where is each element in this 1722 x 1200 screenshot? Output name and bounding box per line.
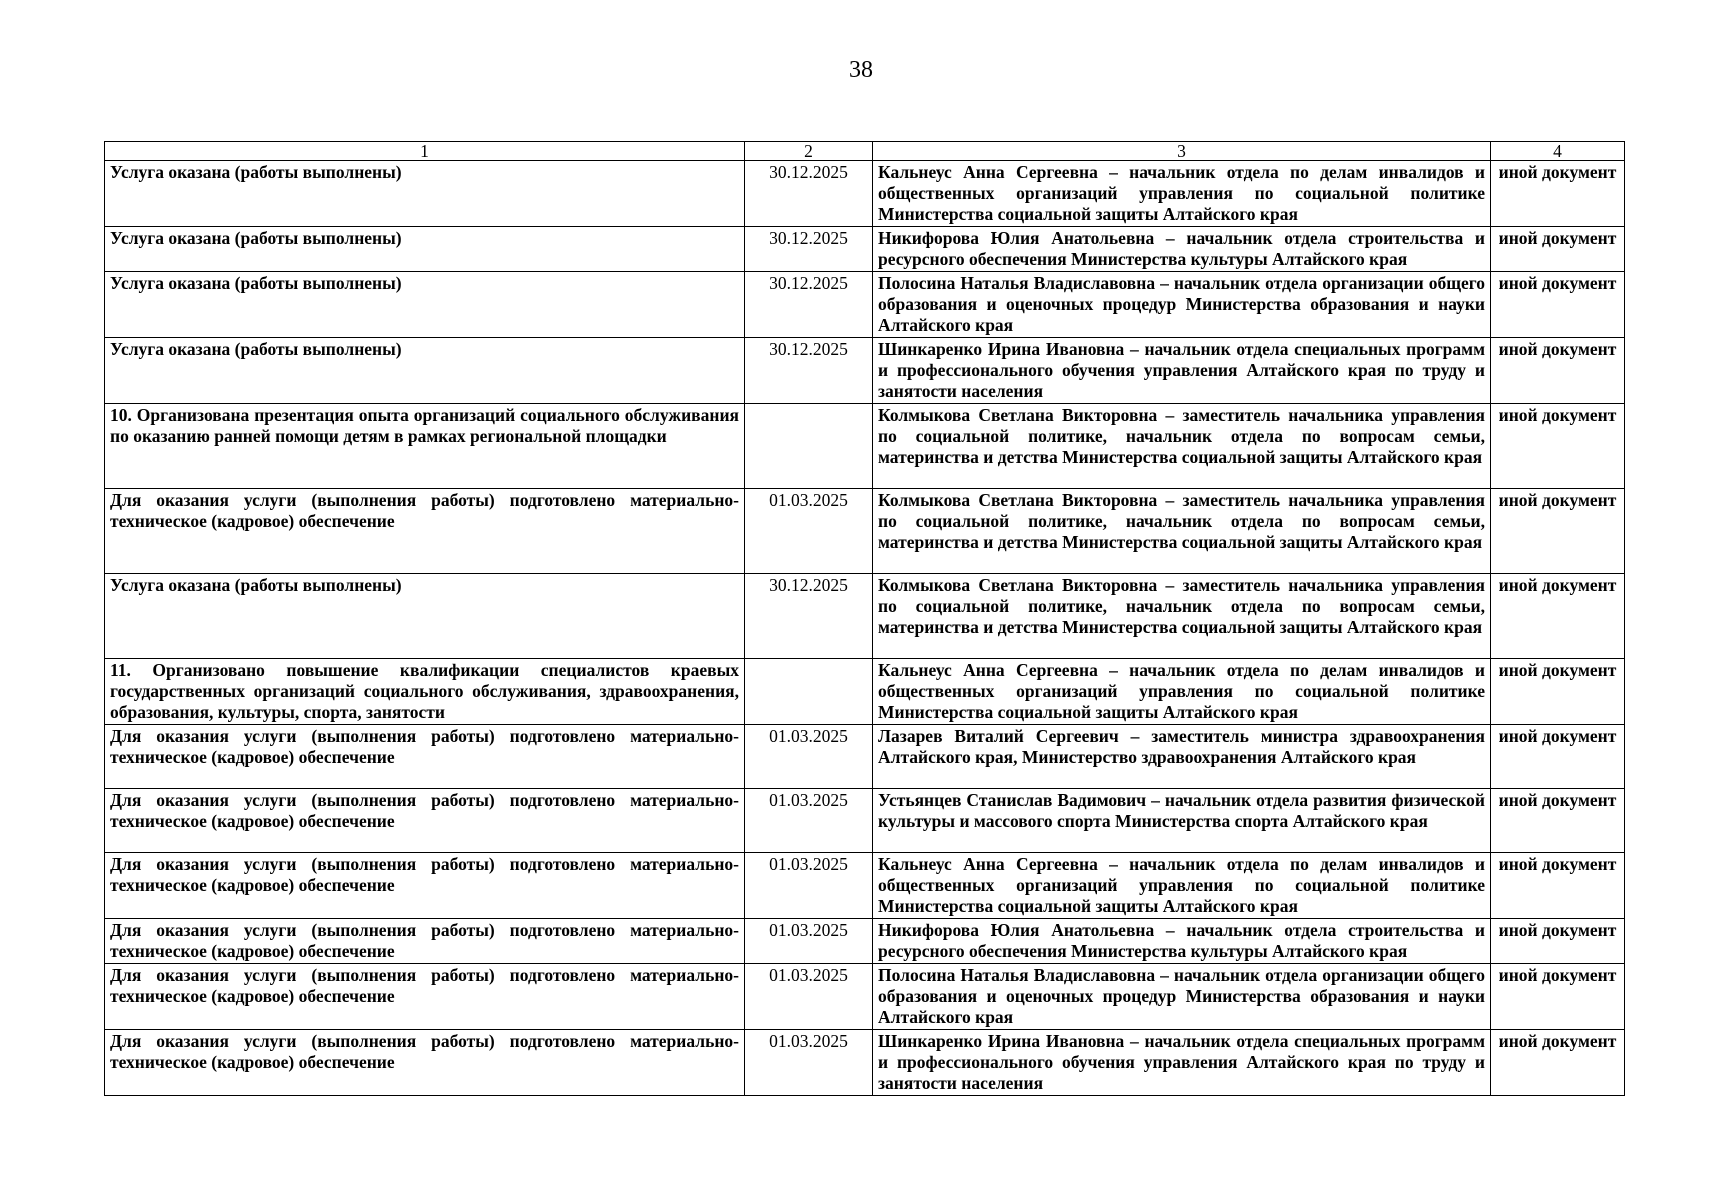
document-cell: иной документ — [1491, 919, 1625, 964]
event-cell: Для оказания услуги (выполнения работы) подготовлено материально-техническое (кадровое) обеспечение — [105, 725, 745, 789]
document-cell: иной документ — [1491, 489, 1625, 574]
document-cell: иной документ — [1491, 853, 1625, 919]
table-row — [105, 919, 1625, 964]
responsible-cell: Шинкаренко Ирина Ивановна – начальник отдела специальных программ и профессионального обучения управления Алтайского края по труду и занятости населения — [873, 338, 1491, 404]
date-cell: 01.03.2025 — [745, 964, 873, 1030]
event-cell: Услуга оказана (работы выполнены) — [105, 338, 745, 404]
event-cell: Для оказания услуги (выполнения работы) подготовлено материально-техническое (кадровое) обеспечение — [105, 489, 745, 574]
responsible-cell: Шинкаренко Ирина Ивановна – начальник отдела специальных программ и профессионального обучения управления Алтайского края по труду и занятости населения — [873, 1030, 1491, 1096]
table-row — [105, 659, 1625, 725]
responsible-cell: Никифорова Юлия Анатольевна – начальник отдела строительства и ресурсного обеспечения Министерства культуры Алтайского края — [873, 919, 1491, 964]
responsible-cell: Кальнеус Анна Сергеевна – начальник отдела по делам инвалидов и общественных организаций управления по социальной политике Министерства социальной защиты Алтайского края — [873, 161, 1491, 227]
date-cell: 01.03.2025 — [745, 853, 873, 919]
date-cell: 01.03.2025 — [745, 725, 873, 789]
table-row — [105, 789, 1625, 853]
date-cell — [745, 659, 873, 725]
date-cell: 01.03.2025 — [745, 919, 873, 964]
column-number-2: 2 — [745, 142, 873, 161]
responsible-cell: Кальнеус Анна Сергеевна – начальник отдела по делам инвалидов и общественных организаций управления по социальной политике Министерства социальной защиты Алтайского края — [873, 659, 1491, 725]
event-cell: Услуга оказана (работы выполнены) — [105, 272, 745, 338]
responsible-cell: Колмыкова Светлана Викторовна – заместитель начальника управления по социальной политике, начальник отдела по вопросам семьи, материнства и детства Министерства социальной защиты Алтайского края — [873, 489, 1491, 574]
document-cell: иной документ — [1491, 659, 1625, 725]
event-cell: Услуга оказана (работы выполнены) — [105, 161, 745, 227]
column-number-1: 1 — [105, 142, 745, 161]
event-cell: 10. Организована презентация опыта организаций социального обслуживания по оказанию ранней помощи детям в рамках региональной площадки — [105, 404, 745, 489]
date-cell: 01.03.2025 — [745, 789, 873, 853]
document-cell: иной документ — [1491, 574, 1625, 659]
date-cell: 01.03.2025 — [745, 1030, 873, 1096]
table-row — [105, 725, 1625, 789]
responsible-cell: Полосина Наталья Владиславовна – начальник отдела организации общего образования и оценочных процедур Министерства образования и науки Алтайского края — [873, 272, 1491, 338]
responsible-cell: Устьянцев Станислав Вадимович – начальник отдела развития физической культуры и массового спорта Министерства спорта Алтайского края — [873, 789, 1491, 853]
table-row — [105, 964, 1625, 1030]
event-cell: 11. Организовано повышение квалификации специалистов краевых государственных организаций социального обслуживания, здравоохранения, образования, культуры, спорта, занятости — [105, 659, 745, 725]
responsible-cell: Полосина Наталья Владиславовна – начальник отдела организации общего образования и оценочных процедур Министерства образования и науки Алтайского края — [873, 964, 1491, 1030]
event-cell: Для оказания услуги (выполнения работы) подготовлено материально-техническое (кадровое) обеспечение — [105, 853, 745, 919]
event-cell: Услуга оказана (работы выполнены) — [105, 227, 745, 272]
document-cell: иной документ — [1491, 338, 1625, 404]
table-row — [105, 272, 1625, 338]
event-cell: Услуга оказана (работы выполнены) — [105, 574, 745, 659]
document-cell: иной документ — [1491, 161, 1625, 227]
document-cell: иной документ — [1491, 1030, 1625, 1096]
event-cell: Для оказания услуги (выполнения работы) подготовлено материально-техническое (кадровое) обеспечение — [105, 964, 745, 1030]
document-cell: иной документ — [1491, 227, 1625, 272]
date-cell: 30.12.2025 — [745, 272, 873, 338]
document-cell: иной документ — [1491, 272, 1625, 338]
page-number: 38 — [849, 57, 873, 83]
event-cell: Для оказания услуги (выполнения работы) подготовлено материально-техническое (кадровое) обеспечение — [105, 1030, 745, 1096]
date-cell — [745, 404, 873, 489]
table-row — [105, 227, 1625, 272]
responsible-cell: Колмыкова Светлана Викторовна – заместитель начальника управления по социальной политике, начальник отдела по вопросам семьи, материнства и детства Министерства социальной защиты Алтайского края — [873, 574, 1491, 659]
document-cell: иной документ — [1491, 725, 1625, 789]
table-row — [105, 853, 1625, 919]
column-number-4: 4 — [1491, 142, 1625, 161]
responsible-cell: Никифорова Юлия Анатольевна – начальник отдела строительства и ресурсного обеспечения Министерства культуры Алтайского края — [873, 227, 1491, 272]
event-cell: Для оказания услуги (выполнения работы) подготовлено материально-техническое (кадровое) обеспечение — [105, 789, 745, 853]
table-row — [105, 404, 1625, 489]
event-cell: Для оказания услуги (выполнения работы) подготовлено материально-техническое (кадровое) обеспечение — [105, 919, 745, 964]
responsible-cell: Колмыкова Светлана Викторовна – заместитель начальника управления по социальной политике, начальник отдела по вопросам семьи, материнства и детства Министерства социальной защиты Алтайского края — [873, 404, 1491, 489]
date-cell: 30.12.2025 — [745, 161, 873, 227]
date-cell: 30.12.2025 — [745, 574, 873, 659]
column-number-3: 3 — [873, 142, 1491, 161]
date-cell: 30.12.2025 — [745, 338, 873, 404]
responsible-cell: Лазарев Виталий Сергеевич – заместитель министра здравоохранения Алтайского края, Министерство здравоохранения Алтайского края — [873, 725, 1491, 789]
plan-table — [104, 141, 1625, 1096]
table-row — [105, 338, 1625, 404]
document-cell: иной документ — [1491, 964, 1625, 1030]
document-cell: иной документ — [1491, 404, 1625, 489]
column-number-row — [105, 142, 1625, 161]
date-cell: 01.03.2025 — [745, 489, 873, 574]
responsible-cell: Кальнеус Анна Сергеевна – начальник отдела по делам инвалидов и общественных организаций управления по социальной политике Министерства социальной защиты Алтайского края — [873, 853, 1491, 919]
date-cell: 30.12.2025 — [745, 227, 873, 272]
table-row — [105, 1030, 1625, 1096]
table-row — [105, 161, 1625, 227]
table-row — [105, 489, 1625, 574]
table-row — [105, 574, 1625, 659]
document-cell: иной документ — [1491, 789, 1625, 853]
